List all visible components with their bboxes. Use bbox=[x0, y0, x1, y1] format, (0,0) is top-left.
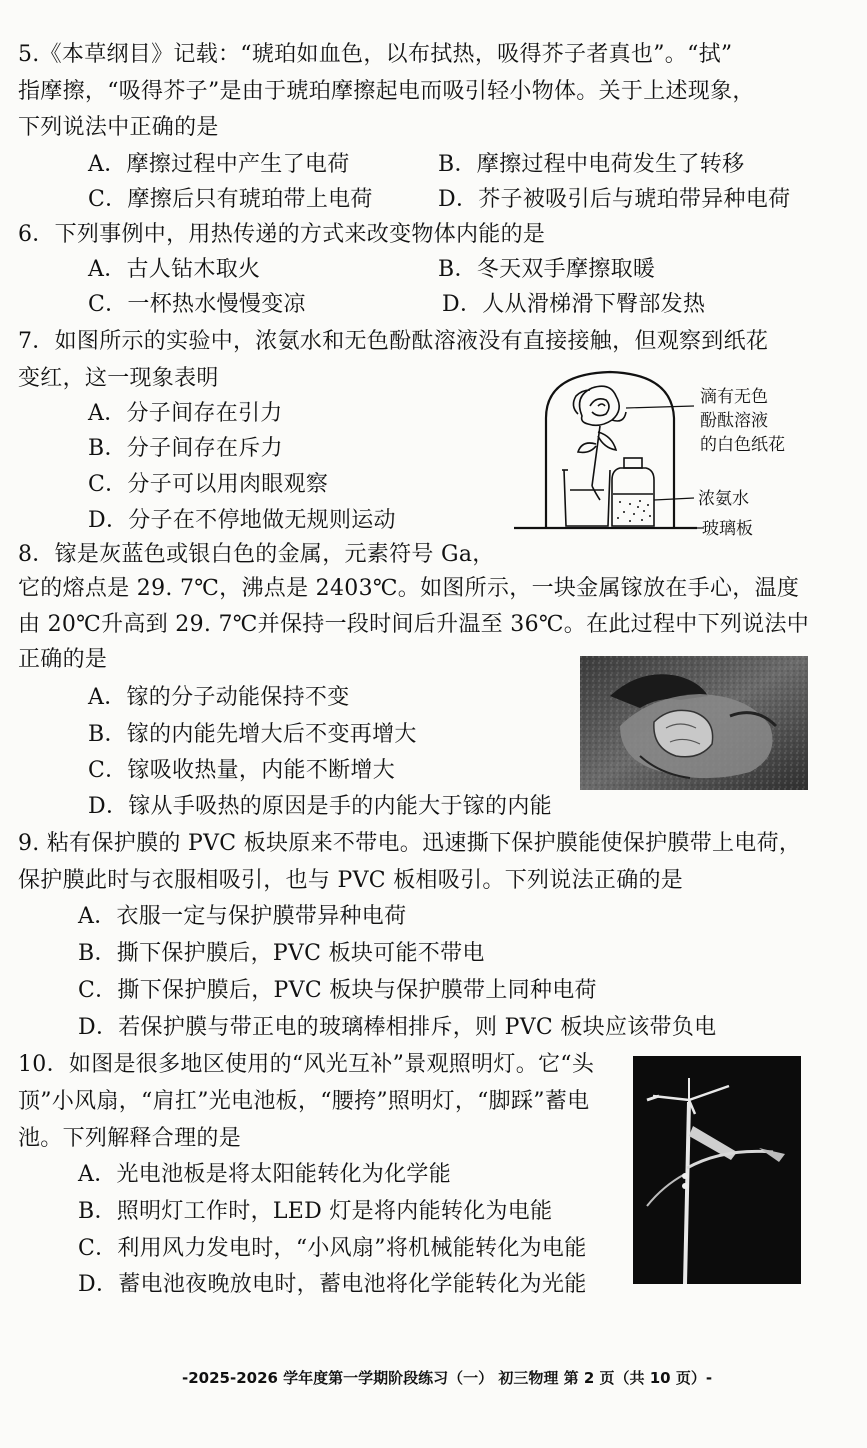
q7-option-a: A．分子间存在引力 bbox=[88, 401, 283, 426]
q9-stem-line-2: 保护膜此时与衣服相吸引，也与 PVC 板相吸引。下列说法正确的是 bbox=[18, 868, 684, 893]
q6-option-c: C．一杯热水慢慢变凉 bbox=[88, 292, 306, 317]
q10-stem-line-2: 顶”小风扇，“肩扛”光电池板，“腰挎”照明灯，“脚踩”蓄电 bbox=[18, 1089, 590, 1114]
q9-stem-line-1: 9. 粘有保护膜的 PVC 板块原来不带电。迅速撕下保护膜能使保护膜带上电荷， bbox=[18, 831, 802, 856]
q9-option-b: B．撕下保护膜后，PVC 板块可能不带电 bbox=[78, 941, 485, 966]
q7-stem-line-2: 变红，这一现象表明 bbox=[18, 366, 219, 391]
paper-flower bbox=[573, 386, 626, 500]
q8-option-d: D．镓从手吸热的原因是手的内能大于镓的内能 bbox=[88, 794, 552, 819]
q7-option-d: D．分子在不停地做无规则运动 bbox=[88, 508, 396, 533]
q9-option-a: A．衣服一定与保护膜带异种电荷 bbox=[78, 904, 407, 929]
q8-stem-line-2: 它的熔点是 29. 7℃，沸点是 2403℃。如图所示，一块金属镓放在手心，温度 bbox=[18, 576, 800, 601]
flower-label-line-1: 滴有无色 bbox=[700, 387, 768, 407]
flower-label-line-3: 的白色纸花 bbox=[700, 435, 785, 455]
glass-plate-label: 玻璃板 bbox=[702, 519, 753, 539]
q10-option-b: B．照明灯工作时，LED 灯是将内能转化为电能 bbox=[78, 1199, 553, 1224]
q7-stem-line-1: 7．如图所示的实验中，浓氨水和无色酚酞溶液没有直接接触，但观察到纸花 bbox=[18, 329, 769, 354]
q7-option-b: B．分子间存在斥力 bbox=[88, 436, 283, 461]
q10-option-a: A．光电池板是将太阳能转化为化学能 bbox=[78, 1162, 451, 1187]
q6-option-d: D．人从滑梯滑下臀部发热 bbox=[442, 292, 706, 317]
wind-solar-lamp-photo bbox=[633, 1056, 801, 1284]
q8-stem-line-3: 由 20℃升高到 29. 7℃并保持一段时间后升温至 36℃。在此过程中下列说法中 bbox=[18, 612, 810, 637]
beaker bbox=[562, 470, 610, 526]
q5-option-a: A．摩擦过程中产生了电荷 bbox=[88, 152, 350, 177]
gallium-hand-photo bbox=[580, 656, 808, 790]
glass-plate-leader bbox=[696, 526, 704, 530]
q5-option-c: C．摩擦后只有琥珀带上电荷 bbox=[88, 187, 373, 212]
q8-option-b: B．镓的内能先增大后不变再增大 bbox=[88, 722, 417, 747]
q6-option-b: B．冬天双手摩擦取暖 bbox=[438, 257, 656, 282]
ammonia-label: 浓氨水 bbox=[698, 489, 749, 509]
q10-option-c: C．利用风力发电时，“小风扇”将机械能转化为电能 bbox=[78, 1236, 587, 1261]
page-footer: -2025-2026 学年度第一学期阶段练习（一） 初三物理 第 2 页（共 10 页）- bbox=[182, 1369, 713, 1387]
q8-stem-line-4: 正确的是 bbox=[18, 647, 108, 672]
q5-stem-line-1: 5.《本草纲目》记载：“琥珀如血色，以布拭热，吸得芥子者真也”。“拭” bbox=[18, 42, 733, 67]
q10-option-d: D．蓄电池夜晚放电时，蓄电池将化学能转化为光能 bbox=[78, 1272, 587, 1297]
q5-option-d: D．芥子被吸引后与琥珀带异种电荷 bbox=[438, 187, 791, 212]
q5-option-b: B．摩擦过程中电荷发生了转移 bbox=[438, 152, 745, 177]
bell-jar-figure bbox=[512, 366, 697, 536]
q10-stem-line-3: 池。下列解释合理的是 bbox=[18, 1126, 242, 1151]
q7-option-c: C．分子可以用肉眼观察 bbox=[88, 472, 329, 497]
q10-stem-line-1: 10．如图是很多地区使用的“风光互补”景观照明灯。它“头 bbox=[18, 1052, 595, 1077]
q9-option-c: C．撕下保护膜后，PVC 板块与保护膜带上同种电荷 bbox=[78, 978, 597, 1003]
q9-option-d: D．若保护膜与带正电的玻璃棒相排斥，则 PVC 板块应该带负电 bbox=[78, 1015, 717, 1040]
q6-option-a: A．古人钻木取火 bbox=[88, 257, 261, 282]
ammonia-liquid-dots bbox=[617, 500, 651, 522]
flower-label-line-2: 酚酞溶液 bbox=[700, 411, 768, 431]
q5-stem-line-3: 下列说法中正确的是 bbox=[18, 115, 219, 140]
ammonia-bottle bbox=[612, 458, 654, 526]
q8-stem-line-1: 8．镓是灰蓝色或银白色的金属，元素符号 Ga， bbox=[18, 542, 495, 567]
q8-option-c: C．镓吸收热量，内能不断增大 bbox=[88, 758, 396, 783]
q6-stem-line-1: 6．下列事例中，用热传递的方式来改变物体内能的是 bbox=[18, 222, 546, 247]
q8-option-a: A．镓的分子动能保持不变 bbox=[88, 685, 350, 710]
q5-stem-line-2: 指摩擦，“吸得芥子”是由于琥珀摩擦起电而吸引轻小物体。关于上述现象， bbox=[18, 79, 755, 104]
